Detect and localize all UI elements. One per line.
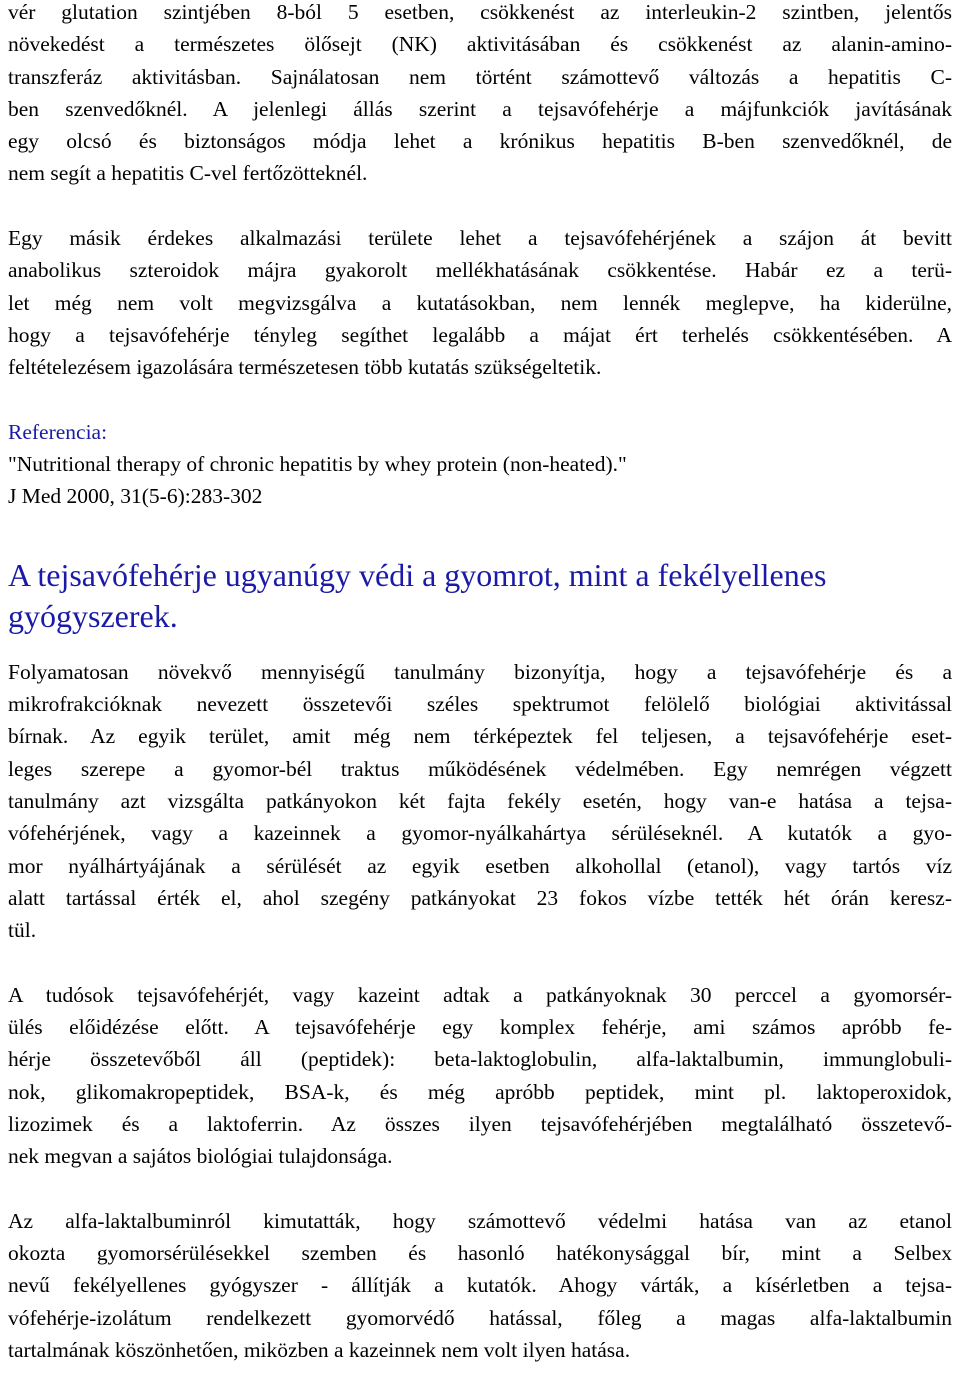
text-line: leges szerepe a gyomor-bél traktus működésének védelmében. Egy nemrégen végzett (8, 756, 952, 781)
paragraph-gap (8, 384, 952, 416)
stomach-paragraph (8, 656, 952, 947)
text-line: vófehérjének, vagy a kazeinnek a gyomor-nyálkahártya sérüléseknél. A kutatók a gyo- (8, 821, 952, 846)
text-line: nevű fekélyellenes gyógyszer - állítják a kutatók. Ahogy várták, a kísérletben a tejsa- (8, 1273, 952, 1298)
section-heading-line: A tejsavófehérje ugyanúgy védi a gyomrot, mint a fekélyellenes (8, 556, 827, 593)
text-line: vér glutation szintjében 8-ból 5 esetben, csökkenést az interleukin-2 szintben, jelentős (8, 0, 952, 24)
text-line: ülés előidézése előtt. A tejsavófehérje egy komplex fehérje, ami számos apróbb fe- (8, 1015, 952, 1040)
section-heading (8, 555, 952, 637)
text-line: tanulmány azt vizsgálta patkányokon két fajta fekély esetén, hogy van-e hatása a tejsa- (8, 788, 952, 813)
section-heading-line: gyógyszerek. (8, 597, 178, 634)
text-line: mor nyálhártyájának a sérülését az egyik esetben alkohollal (etanol), vagy tartós víz (8, 853, 952, 878)
paragraph-gap (8, 190, 952, 222)
text-line: ben szenvedőknél. A jelenlegi állás szerint a tejsavófehérje a májfunkciók javításának (8, 96, 952, 121)
text-line: alatt tartással érték el, ahol szegény patkányokat 23 fokos vízbe tették hét órán keresz- (8, 885, 952, 910)
alpha-paragraph (8, 1205, 952, 1366)
text-line: bírnak. Az egyik terület, amit még nem térképeztek fel teljesen, a tejsavófehérje eset- (8, 724, 952, 749)
paragraph-gap (8, 1173, 952, 1205)
text-line: tül. (8, 918, 37, 943)
text-line: nok, glikomakropeptidek, BSA-k, és még apróbb peptidek, mint pl. laktoperoxidok, (8, 1079, 952, 1104)
text-line: transzferáz aktivitásban. Sajnálatosan nem történt számottevő változás a hepatitis C- (8, 64, 952, 89)
text-line: let még nem volt megvizsgálva a kutatásokban, nem lennék meglepve, ha kiderülne, (8, 290, 952, 315)
reference-label: Referencia: (8, 419, 108, 444)
article-body (8, 0, 952, 1366)
intro-paragraph (8, 0, 952, 190)
text-line: okozta gyomorsérülésekkel szemben és hasonló hatékonysággal bír, mint a Selbex (8, 1241, 952, 1266)
paragraph-gap (8, 946, 952, 978)
reference-title: "Nutritional therapy of chronic hepatitis by whey protein (non-heated)." (8, 452, 627, 477)
text-line: Egy másik érdekes alkalmazási területe lehet a tejsavófehérjének a szájon át bevitt (8, 226, 952, 251)
reference-citation: J Med 2000, 31(5-6):283-302 (8, 484, 263, 509)
text-line: A tudósok tejsavófehérjét, vagy kazeint adtak a patkányoknak 30 perccel a gyomorsér- (8, 982, 952, 1007)
text-line: anabolikus szteroidok májra gyakorolt mellékhatásának csökkentése. Habár ez a terü- (8, 258, 952, 283)
text-line: hérje összetevőből áll (peptidek): beta-laktoglobulin, alfa-laktalbumin, immunglobuli- (8, 1047, 952, 1072)
protein-paragraph (8, 979, 952, 1173)
text-line: lizozimek és a laktoferrin. Az összes ilyen tejsavófehérjében megtalálható összetevő- (8, 1111, 952, 1136)
steroid-paragraph (8, 222, 952, 383)
text-line: Az alfa-laktalbuminról kimutatták, hogy számottevő védelmi hatása van az etanol (8, 1208, 952, 1233)
text-line: nek megvan a sajátos biológiai tulajdonsága. (8, 1144, 393, 1169)
text-line: növekedést a természetes ölősejt (NK) aktivitásában és csökkenést az alanin-amino- (8, 32, 952, 57)
text-line: hogy a tejsavófehérje tényleg segíthet legalább a májat ért terhelés csökkentésében. A (8, 322, 952, 347)
text-line: egy olcsó és biztonságos módja lehet a krónikus hepatitis B-ben szenvedőknél, de (8, 129, 952, 154)
text-line: vófehérje-izolátum rendelkezett gyomorvédő hatással, főleg a magas alfa-laktalbumin (8, 1305, 952, 1330)
reference-block (8, 416, 952, 513)
text-line: tartalmának köszönhetően, miközben a kazeinnek nem volt ilyen hatása. (8, 1337, 631, 1362)
text-line: mikrofrakcióknak nevezett összetevői széles spektrumot felölelő biológiai aktivitással (8, 692, 952, 717)
text-line: nem segít a hepatitis C-vel fertőzötteknél. (8, 161, 368, 186)
text-line: feltételezésem igazolására természetesen több kutatás szükségeltetik. (8, 355, 602, 380)
text-line: Folyamatosan növekvő mennyiségű tanulmány bizonyítja, hogy a tejsavófehérje és a (8, 659, 952, 684)
